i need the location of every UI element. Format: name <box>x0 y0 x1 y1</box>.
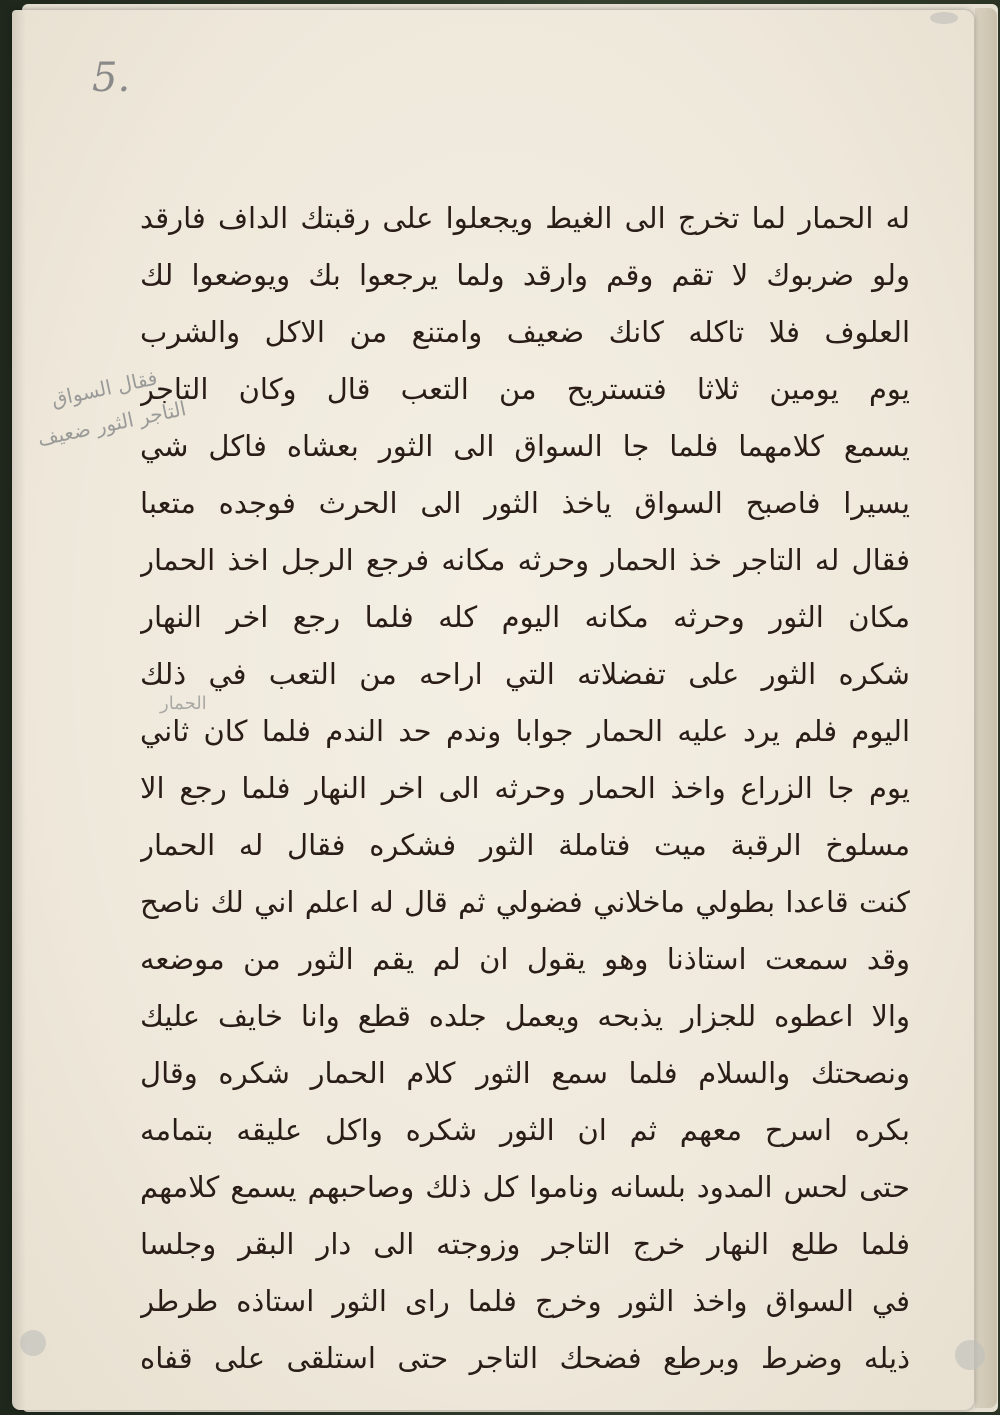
text-line: اليوم فلم يرد عليه الحمار جوابا وندم حد الندم فلما كان ثاني <box>140 714 910 748</box>
text-line: بكره اسرح معهم ثم ان الثور شكره واكل عليقه بتمامه <box>140 1113 910 1147</box>
text-line: وقد سمعت استاذنا وهو يقول ان لم يقم الثور من موضعه <box>140 942 910 976</box>
binding-hole <box>930 12 958 24</box>
text-line: حتى لحس المدود بلسانه وناموا كل ذلك وصاحبهم يسمع كلامهم <box>140 1170 910 1204</box>
text-line: مسلوخ الرقبة ميت فتاملة الثور فشكره فقال له الحمار <box>140 828 910 862</box>
text-line: يوم جا الزراع واخذ الحمار وحرثه الى اخر النهار فلما رجع الا <box>140 771 910 805</box>
text-line: ولو ضربوك لا تقم وقم وارقد ولما يرجعوا بك ويوضعوا لك <box>140 258 910 292</box>
text-line: ونصحتك والسلام فلما سمع الثور كلام الحمار شكره وقال <box>140 1056 910 1090</box>
margin-word: الحمار <box>160 693 207 714</box>
text-line: والا اعطوه للجزار يذبحه ويعمل جلده قطع وانا خايف عليك <box>140 999 910 1033</box>
page-edge <box>975 8 997 1408</box>
binding-hole <box>955 1340 985 1370</box>
text-line: يسمع كلامهما فلما جا السواق الى الثور بعشاه فاكل شي <box>140 429 910 463</box>
manuscript-text <box>140 190 910 1387</box>
text-line: كنت قاعدا بطولي ماخلاني فضولي ثم قال له اعلم اني لك ناصح <box>140 885 910 919</box>
text-line: له الحمار لما تخرج الى الغيط ويجعلوا على رقبتك الداف فارقد <box>140 201 910 235</box>
folio-number: 5. <box>92 55 131 101</box>
binding-hole <box>20 1330 46 1356</box>
spine-shadow <box>12 10 26 1410</box>
text-line: يوم يومين ثلاثا فتستريح من التعب قال وكان التاجر <box>140 372 910 406</box>
text-line: فلما طلع النهار خرج التاجر وزوجته الى دار البقر وجلسا <box>140 1227 910 1261</box>
text-line: ذيله وضرط وبرطع فضحك التاجر حتى استلقى على قفاه <box>140 1341 910 1375</box>
text-line: مكان الثور وحرثه مكانه اليوم كله فلما رجع اخر النهار <box>140 600 910 634</box>
text-line: في السواق واخذ الثور وخرج فلما راى الثور استاذه طرطر <box>140 1284 910 1318</box>
margin-note: فقال السواق التاجر الثور ضعيف <box>35 365 189 452</box>
text-line: يسيرا فاصبح السواق ياخذ الثور الى الحرث فوجده متعبا <box>140 486 910 520</box>
text-line: فقال له التاجر خذ الحمار وحرثه مكانه فرجع الرجل اخذ الحمار <box>140 543 910 577</box>
text-line: شكره الثور على تفضلاته التي اراحه من التعب في ذلك <box>140 657 910 691</box>
text-line: العلوف فلا تاكله كانك ضعيف وامتنع من الاكل والشرب <box>140 315 910 349</box>
